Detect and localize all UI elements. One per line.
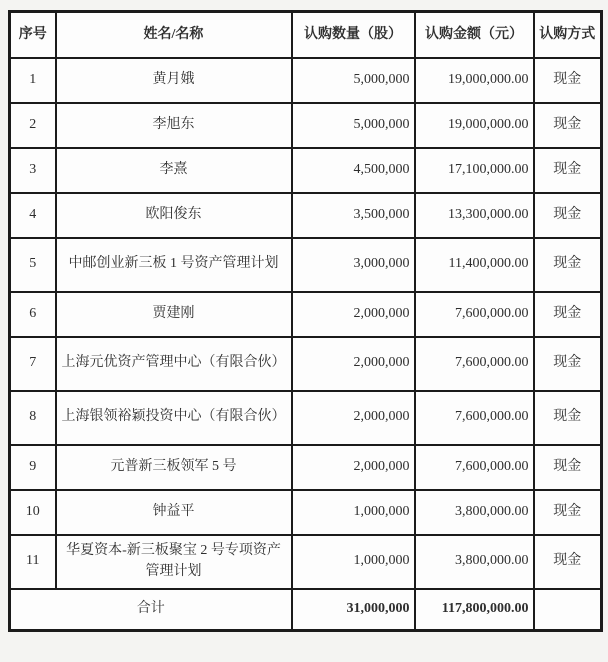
table-total-row [10,589,602,631]
cell-method: 现金 [534,292,602,337]
cell-method: 现金 [534,238,602,292]
cell-quantity: 2,000,000 [292,445,415,490]
cell-quantity: 4,500,000 [292,148,415,193]
cell-amount: 13,300,000.00 [415,193,534,238]
cell-amount: 3,800,000.00 [415,490,534,535]
cell-amount: 19,000,000.00 [415,58,534,103]
cell-name: 元普新三板领军 5 号 [56,445,292,490]
cell-quantity: 2,000,000 [292,337,415,391]
cell-method: 现金 [534,391,602,445]
cell-quantity: 5,000,000 [292,103,415,148]
cell-name: 欧阳俊东 [56,193,292,238]
table-row [10,238,602,292]
cell-amount: 19,000,000.00 [415,103,534,148]
table-row [10,148,602,193]
column-header-amount: 认购金额（元） [415,12,534,58]
column-header-name: 姓名/名称 [56,12,292,58]
cell-name: 华夏资本-新三板聚宝 2 号专项资产管理计划 [56,535,292,589]
cell-serial: 3 [10,148,56,193]
cell-quantity: 1,000,000 [292,490,415,535]
column-header-method: 认购方式 [534,12,602,58]
cell-method: 现金 [534,337,602,391]
table-row [10,490,602,535]
cell-name: 黄月娥 [56,58,292,103]
table-row [10,535,602,589]
cell-serial: 11 [10,535,56,589]
total-amount: 117,800,000.00 [415,589,534,631]
cell-serial: 6 [10,292,56,337]
cell-quantity: 3,000,000 [292,238,415,292]
column-header-quantity: 认购数量（股） [292,12,415,58]
table-row [10,193,602,238]
cell-quantity: 5,000,000 [292,58,415,103]
cell-name: 上海银领裕颖投资中心（有限合伙） [56,391,292,445]
cell-serial: 9 [10,445,56,490]
cell-name: 钟益平 [56,490,292,535]
total-quantity: 31,000,000 [292,589,415,631]
cell-amount: 7,600,000.00 [415,337,534,391]
cell-method: 现金 [534,148,602,193]
subscription-table [8,10,603,632]
table-row [10,292,602,337]
cell-serial: 8 [10,391,56,445]
cell-method: 现金 [534,103,602,148]
cell-serial: 7 [10,337,56,391]
cell-name: 中邮创业新三板 1 号资产管理计划 [56,238,292,292]
total-method [534,589,602,631]
cell-quantity: 3,500,000 [292,193,415,238]
cell-quantity: 2,000,000 [292,292,415,337]
cell-method: 现金 [534,445,602,490]
cell-name: 李旭东 [56,103,292,148]
cell-serial: 2 [10,103,56,148]
cell-serial: 10 [10,490,56,535]
table-row [10,445,602,490]
cell-amount: 7,600,000.00 [415,445,534,490]
table-row [10,58,602,103]
cell-method: 现金 [534,193,602,238]
cell-quantity: 2,000,000 [292,391,415,445]
table-row [10,337,602,391]
table-row [10,103,602,148]
cell-method: 现金 [534,535,602,589]
cell-name: 贾建刚 [56,292,292,337]
cell-method: 现金 [534,58,602,103]
cell-method: 现金 [534,490,602,535]
cell-amount: 7,600,000.00 [415,292,534,337]
total-label: 合计 [10,589,292,631]
cell-serial: 1 [10,58,56,103]
table-row [10,391,602,445]
cell-serial: 5 [10,238,56,292]
table-header-row [10,12,602,58]
cell-amount: 11,400,000.00 [415,238,534,292]
cell-serial: 4 [10,193,56,238]
cell-name: 上海元优资产管理中心（有限合伙） [56,337,292,391]
cell-quantity: 1,000,000 [292,535,415,589]
cell-amount: 3,800,000.00 [415,535,534,589]
column-header-serial: 序号 [10,12,56,58]
cell-name: 李熹 [56,148,292,193]
cell-amount: 17,100,000.00 [415,148,534,193]
cell-amount: 7,600,000.00 [415,391,534,445]
